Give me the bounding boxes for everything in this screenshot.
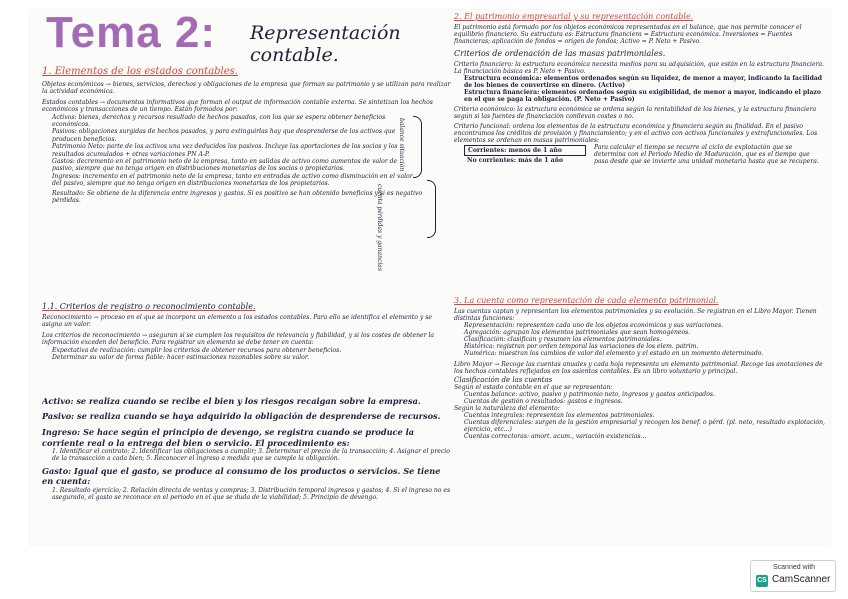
list-item: Determinar su valor de forma fiable: hacer estimaciones razonables sobre su valor. [52,354,310,362]
criterion-functional: Criterio funcional: ordena los elementos de la estructura económica y financiera según su finalidad. En el pasivo encontramos los créditos de provisión y financiamiento; y en el activo con activos funcionales y extrafuncionales. Los elementos se ordenan en masas patrimoniales: [454,123,818,144]
brace-pyg [427,180,436,238]
list-item: Clasificación: clasifican y resumen los elementos patrimoniales. [464,336,662,343]
list-item: Cuentas balance: activo, pasivo y patrimonio neto, ingresos y gastos anticipados. [464,391,715,399]
section-1-1 [42,302,452,361]
badge-scanned-text: Scanned with [773,564,816,571]
section-1-1-heading: 1.1. Criterios de registro o reconocimiento contable. [42,302,256,311]
side-note-balance: balance situación [397,117,405,171]
gasto-steps: 1. Resultado ejercicio; 2. Relación directa de ventas y compras; 3. Distribución temporal ingresos y gastos; 4. Si el ingreso no es asegurado, el gasto se reconoce en el periodo en el que se duda de la viabilidad; 5. Principio de devengo. [52,486,451,502]
mass-classification [454,144,826,178]
rule-ingreso: Ingreso: Se hace según el principio de devengo, se registra cuando se produce la corriente real o la entrega del bien o servicio. El procedimiento es: [42,427,415,448]
recognition-rules [42,396,452,502]
maturation-note: Para calcular el tiempo se recurre al ciclo de explotación que se determina con el Periodo Medio de Maduración, que es el tiempo que pasa desde que se invierte una unidad monetaria hasta que se recupera. [594,144,819,165]
criterion-economic: Criterio económico: la estructura económica se ordena según la rentabilidad de los bienes, y la estructura financiera según si las fuentes de financiación conllevan costes o no. [454,106,817,120]
ledger-paragraph: Libro Mayor → Recoge las cuentas anuales y cada hoja representa un elemento patrimonial. Recoge las anotaciones de los hechos contables reflejados en los asientos contables. Es un libro voluntario y principal. [454,361,823,375]
list-item: Numérica: muestran los cambios de valor del elemento y el estado en un momento determinado. [464,350,764,357]
mass-box [464,145,586,166]
list-item: Ingresos: incremento en el patrimonio neto de la empresa, tanto en entradas de activo como disminución en el valor del pasivo, siempre que no tenga origen en distribuciones monetarias de los propietarios. [52,172,413,188]
list-item: Estructura financiera: elementos ordenados según su exigibilidad, de menor a mayor, indicando el plazo en el que se paga la obligación. (P. Neto + Pasivo) [464,89,821,103]
criteria-heading: Criterios de ordenación de las masas patrimoniales. [454,49,666,58]
brace-balance [413,116,422,178]
rule-gasto: Gasto: Igual que el gasto, se produce al consumo de los productos o servicios. Se tiene en cuenta: [42,465,441,487]
mass-non-current: No corrientes: más de 1 año [467,157,564,165]
section-1-1-paragraph-2: Los criterios de reconocimiento → aseguran si se cumplen los requisitos de relevancia y fiabilidad, y si los costes de obtener la información exceden del beneficio. Para registrar un elemento se debe tener en cuenta: [42,331,435,347]
list-item: Histórica: registran por orden temporal las variaciones de los elem. patrim. [464,343,699,350]
section-3-heading: 3. La cuenta como representación de cada elemento patrimonial. [454,296,719,305]
list-item: Estructura económica: elementos ordenados según su liquidez, de menor a mayor, indicando la facilidad de los bienes de convertirse en dinero. (Activo) [464,75,823,89]
scanned-page [30,10,830,545]
list-item: Activos: bienes, derechos y recursos resultado de hechos pasados, con los que se espera obtener beneficios económicos. [52,113,386,129]
list-item: Agregación: agrupan los elementos patrimoniales que sean homogéneos. [464,329,691,336]
title-big: Tema 2: [46,10,217,57]
list-item: Pasivos: obligaciones surgidas de hechos pasados, y para extinguirlas hay que desprenderse de los activos que producen beneficios. [52,128,396,143]
section-1 [42,66,452,271]
right-column [454,10,826,542]
list-item: Cuentas integrales: representan los elementos patrimoniales. [464,412,655,420]
section-3 [454,296,826,440]
section-2 [454,12,826,178]
list-item: Cuentas diferenciales: surgen de la gestión empresarial y recogen los benef. o pérd. (pl. neto, resultado explotación, ejercicio, etc...) [464,419,825,434]
list-item: Cuentas de gestión o resultados: gastos e ingresos. [464,398,623,406]
list-item: Gastos: decremento en el patrimonio neto de la empresa, tanto en salidas de activo como aumentos de valor de pasivo, siempre que no tenga origen en distribuciones monetarias de los socios o propietarios. [52,158,398,173]
section-1-paragraph-1: Objetos económicos → bienes, servicios, derechos y obligaciones de la empresa que forman su patrimonio y se utilizan para realizar la actividad económica. [42,81,451,96]
title-rest: Representación contable. [250,22,401,66]
camscanner-badge [750,560,836,592]
list-item: Expectativa de realización: cumplir los criterios de obtener recursos para obtener beneficios. [52,346,342,354]
section-1-paragraph-2: Estados contables → documentos informativos que forman el output de información contable externa. Se sintetizan los hechos económicos y transacciones de un tiempo. Están formados por: [42,98,433,114]
left-column [42,10,452,542]
section-3-paragraph-1: Las cuentas captan y representan los elementos patrimoniales y su evolución. Se registran en el Libro Mayor. Tienen distintas funciones: [454,308,817,322]
section-2-paragraph: El patrimonio está formado por los objetos económicos representados en el balance, que nos permite conocer el equilibrio financiero. Su estructura es: Estructura financiera = Estructura económica. Inversiones = Fuentes financieras; aplicación de fondos = origen de fondos; Activo = P. Neto + Pasivo. [454,24,802,45]
section-1-1-paragraph-1: Reconocimiento → proceso en el que se incorpora un elemento a los estados contables. Para ello se identifica el elemento y se asigna un valor. [42,314,432,329]
section-1-heading: 1. Elementos de los estados contables. [42,66,238,77]
classification-intro-2: Según la naturaleza del elemento: [454,405,560,413]
list-item: Representación: representan cada uno de los objetos económicos y sus variaciones. [464,322,724,329]
rule-pasivo: Pasivo: se realiza cuando se haya adquirido la obligación de desprenderse de recursos. [42,410,441,421]
page-title [42,10,452,66]
list-item: Patrimonio Neto: parte de los activos una vez deducidos los pasivos. Incluye las aportaciones de los socios y los resultados acumulados + otras variaciones PN A-P. [52,143,398,158]
section-2-heading: 2. El patrimonio empresarial y su representación contable. [454,12,694,21]
ingreso-steps: 1. Identificar el contrato; 2. Identificar las obligaciones a cumplir; 3. Determinar el precio de la transacción; 4. Asignar el precio de la transacción a cada bien; 5. Reconocer el ingreso a medida que se cumple la obligación. [52,448,450,463]
badge-app-name: CamScanner [772,574,831,585]
side-note-pyg: cuenta pérdidas y ganancias [376,183,384,271]
list-item: Cuentas correctoras: amort. acum., variación existencias... [464,433,647,441]
classification-heading: Clasificación de las cuentas [454,376,553,384]
camscanner-logo-icon: CS [756,575,768,587]
mass-current: Corrientes: menos de 1 año [464,145,586,156]
classification-intro-1: Según el estado contable en el que se representan: [454,384,613,392]
criterion-financial: Criterio financiero: la estructura económica necesita medios para su adquisición, que están en la estructura financiera. La financiación básica es P. Neto + Pasivo. [454,61,825,75]
result-line: Resultado: Se obtiene de la diferencia entre ingresos y gastos. Si es positivo se han obtenido beneficios y si es negativo pérdidas. [52,189,423,205]
rule-activo: Activo: se realiza cuando se recibe el bien y los riesgos recaigan sobre la empresa. [42,396,421,406]
